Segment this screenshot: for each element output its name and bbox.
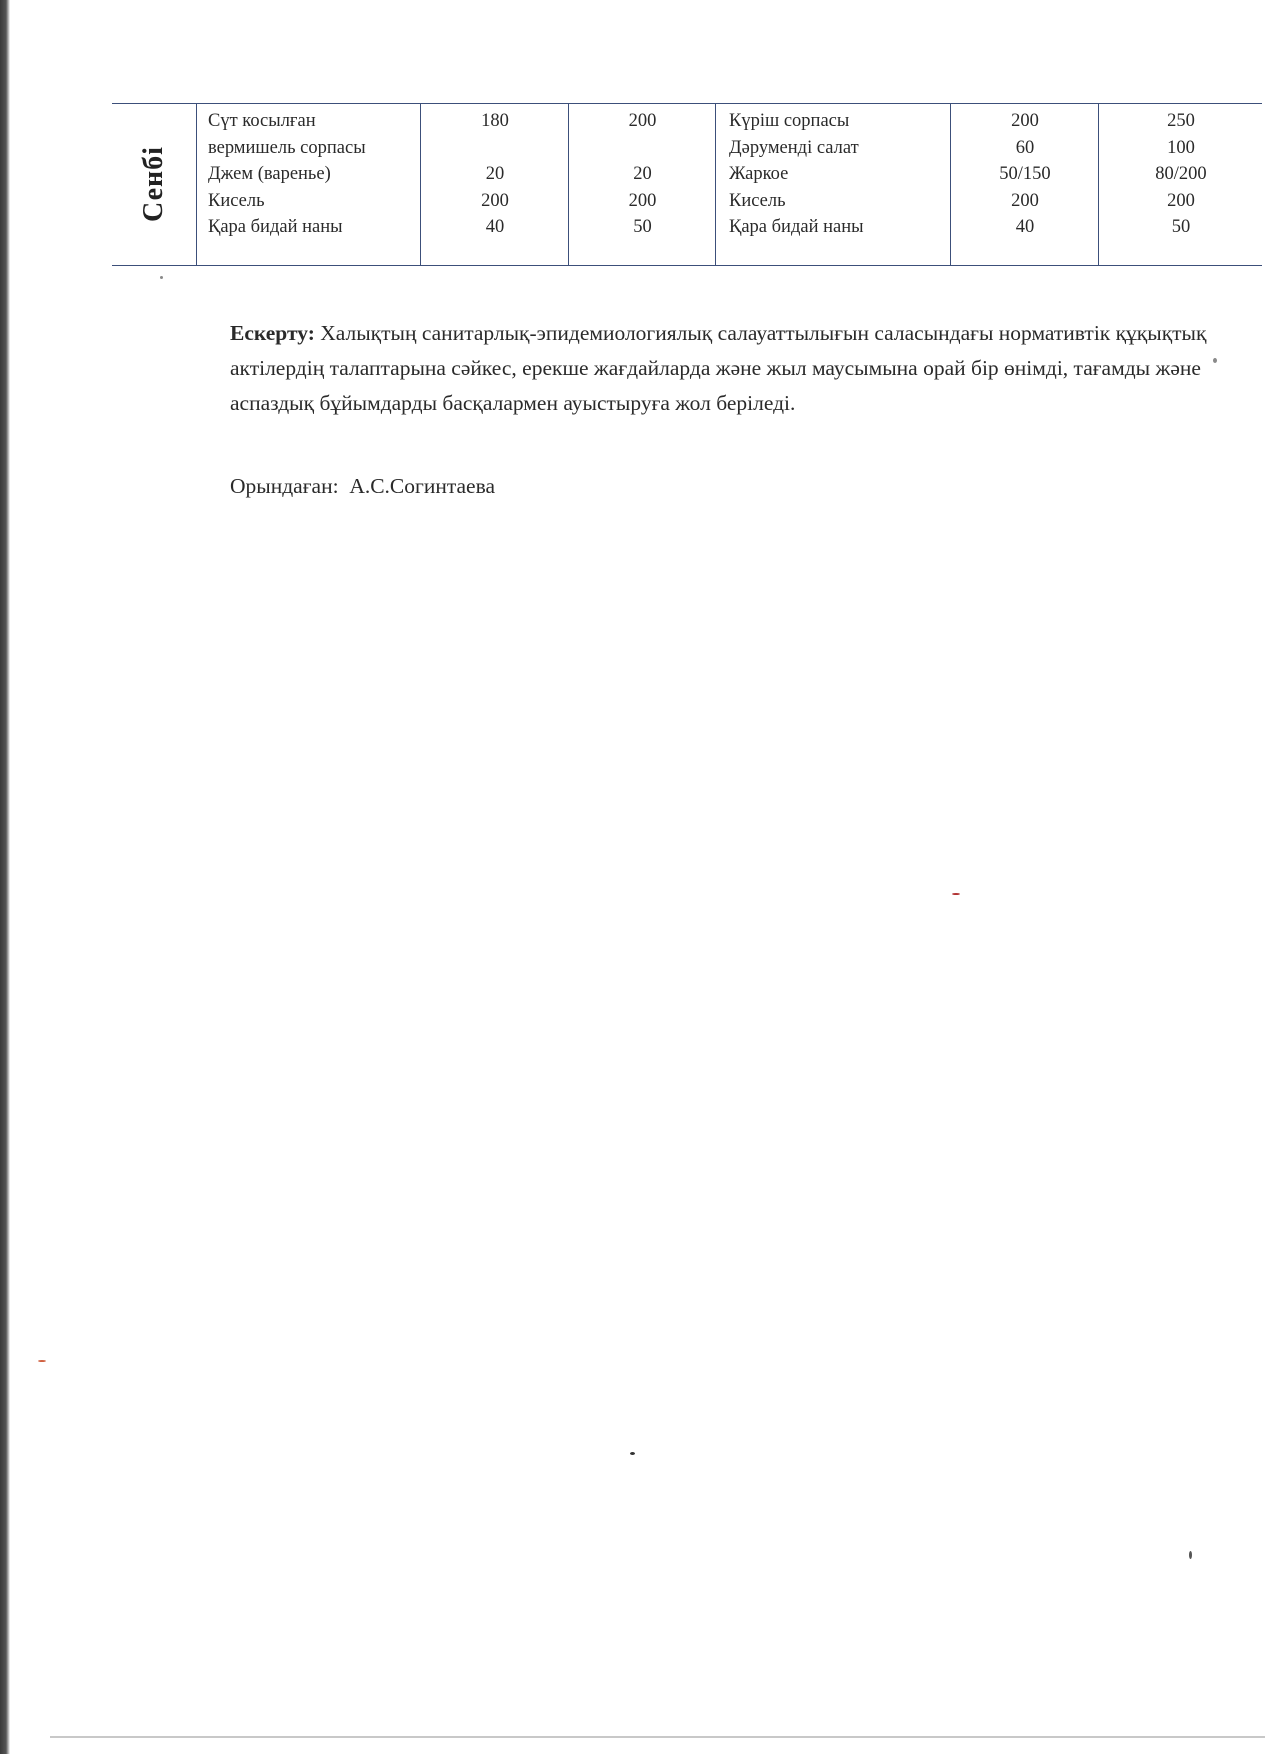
right-portion-2 — [1100, 108, 1262, 241]
portion-value: 200 — [1011, 190, 1039, 211]
portion-value: 40 — [485, 217, 505, 237]
scan-speck — [1213, 358, 1217, 363]
left-portion-2 — [570, 108, 715, 241]
dish-name: Сүт косылған — [208, 111, 316, 131]
scan-speck — [38, 1360, 46, 1362]
day-label: Сенбі — [138, 146, 169, 222]
portion-value — [570, 135, 715, 162]
executor-label: Орындаған: — [230, 474, 339, 498]
dish-name: Кисель — [729, 190, 786, 211]
portion-value: 80/200 — [1155, 164, 1207, 184]
note-label: Ескерту: — [230, 321, 315, 345]
table-column-divider — [196, 104, 197, 265]
left-portion-1 — [422, 108, 568, 241]
right-dish-names — [729, 108, 949, 241]
portion-value: 60 — [1015, 137, 1035, 158]
note-paragraph — [230, 316, 1220, 421]
portion-value: 20 — [485, 164, 505, 184]
table-column-divider — [715, 104, 716, 265]
dish-name: Қара бидай наны — [729, 217, 864, 237]
portion-value: 50 — [633, 217, 652, 237]
table-column-divider — [568, 104, 569, 265]
portion-value: 200 — [481, 190, 509, 211]
portion-value: 50/150 — [999, 164, 1051, 184]
portion-value: 200 — [1011, 111, 1039, 131]
scan-edge-shadow — [0, 0, 10, 1754]
note-text: Халықтың санитарлық-эпидемиологиялық салауаттылығын саласындағы нормативтік құқықтық актілердің талаптарына сәйкес, ерекше жағдайларда және жыл маусымына орай бір өнімді, тағамды және аспаздық бұйымдарды басқалармен ауыстыруға жол беріледі. — [230, 321, 1207, 415]
scan-speck — [630, 1452, 635, 1455]
dish-name: Қара бидай наны — [208, 217, 343, 237]
portion-value: 20 — [633, 164, 652, 184]
portion-value: 200 — [1167, 190, 1195, 211]
dish-name: Күріш сорпасы — [729, 111, 850, 131]
executor-line — [230, 474, 495, 499]
dish-name: Джем (варенье) — [208, 164, 331, 184]
table-column-divider — [1098, 104, 1099, 265]
portion-value — [422, 135, 568, 162]
left-dish-names — [208, 108, 418, 241]
portion-value: 180 — [481, 111, 509, 131]
dish-name: вермишель сорпасы — [208, 137, 366, 158]
dish-name: Жаркое — [729, 164, 789, 184]
scan-speck — [160, 276, 163, 279]
scan-speck — [952, 893, 960, 895]
menu-table — [112, 103, 1262, 266]
portion-value: 200 — [628, 111, 657, 131]
portion-value: 40 — [1015, 217, 1035, 237]
portion-value: 250 — [1167, 111, 1195, 131]
executor-name: А.С.Согинтаева — [349, 474, 496, 498]
portion-value: 100 — [1167, 137, 1195, 158]
table-column-divider — [420, 104, 421, 265]
table-column-divider — [950, 104, 951, 265]
day-label-cell — [112, 104, 196, 264]
portion-value: 50 — [1171, 217, 1191, 237]
dish-name: Дәруменді салат — [729, 137, 859, 158]
dish-name: Кисель — [208, 190, 265, 211]
portion-value: 200 — [628, 190, 657, 211]
page-bottom-rule — [50, 1736, 1265, 1738]
right-portion-1 — [952, 108, 1098, 241]
scan-speck — [1189, 1551, 1192, 1559]
